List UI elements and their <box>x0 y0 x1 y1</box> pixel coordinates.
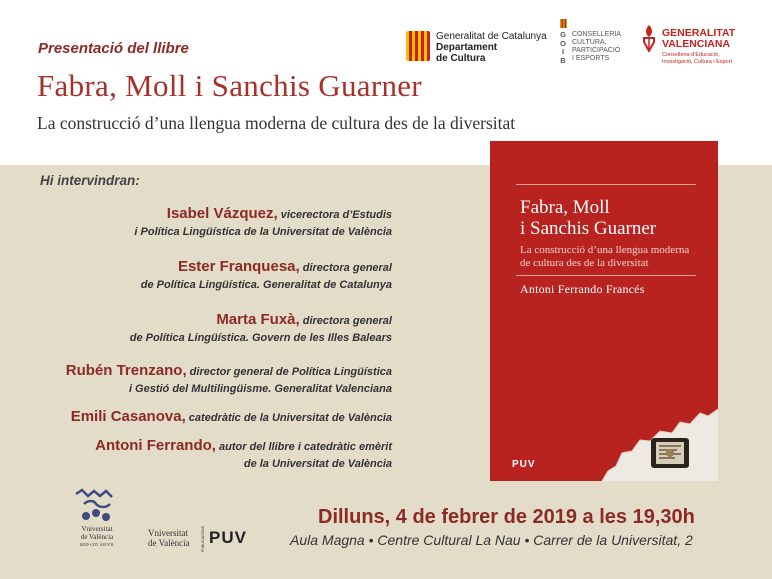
book-subtitle: La construcció d’una llengua moderna de cultura des de la diversitat <box>520 244 690 269</box>
logo-text: Departament <box>436 42 498 53</box>
puv-university-text: Vniversitat de València <box>148 528 190 548</box>
generalitat-catalunya-logo <box>406 30 546 64</box>
event-date: Dilluns, 4 de febrer de 2019 a les 19,30h <box>318 506 695 528</box>
balearic-flag-icon <box>560 19 567 28</box>
book-cover <box>490 141 718 481</box>
puv-side-text: PUBLICACIONS <box>201 525 205 552</box>
book-publisher: PUV <box>512 459 536 470</box>
goib-logo <box>556 17 632 77</box>
speaker-item: Isabel Vázquez, vicerectora d’Estudis i Política Lingüística de la Universitat de València <box>134 205 392 238</box>
speaker-item: Antoni Ferrando, autor del llibre i catedràtic emèrit de la Universitat de València <box>95 437 392 470</box>
uv-name: Vniversitat de València <box>80 525 114 541</box>
gva-dept: Conselleria d’Educació, Investigació, Cultura i Esport <box>662 52 733 65</box>
gva-name: GENERALITAT VALENCIANA <box>662 27 736 50</box>
uv-emblem-icon <box>66 486 128 526</box>
speaker-item: Ester Franquesa, directora general de Política Lingüística. Generalitat de Catalunya <box>140 258 392 291</box>
speaker-item: Marta Fuxà, directora general de Política Lingüística. Govern de les Illes Balears <box>129 311 392 344</box>
page-subtitle: La construcció d’una llengua moderna de cultura des de la diversitat <box>37 113 516 133</box>
universitat-valencia-logo <box>66 486 136 566</box>
puv-logo <box>148 526 248 552</box>
uv-anniversary: 500+20 ANYS <box>80 542 114 547</box>
book-author: Antoni Ferrando Francés <box>520 282 645 296</box>
manuscript-illustration-icon <box>647 434 693 472</box>
book-title: Fabra, Moll i Sanchis Guarner <box>520 197 657 239</box>
logo-text: de Cultura <box>436 53 486 64</box>
page-title: Fabra, Moll i Sanchis Guarner <box>37 68 422 103</box>
torn-paper-graphic <box>490 141 718 481</box>
speakers-heading: Hi intervindran: <box>40 173 140 188</box>
speaker-item: Emili Casanova, catedràtic de la Universitat de València <box>70 408 392 425</box>
logo-text: Generalitat de Catalunya <box>436 31 547 42</box>
kicker: Presentació del llibre <box>38 40 189 57</box>
goib-vertical-text: G O I B <box>560 30 566 65</box>
event-venue: Aula Magna • Centre Cultural La Nau • Carrer de la Universitat, 2 <box>290 532 693 548</box>
senyera-icon <box>406 31 430 61</box>
speaker-item: Rubén Trenzano, director general de Política Lingüística i Gestió del Multilingüisme. Generalitat Valenciana <box>65 362 392 395</box>
gva-emblem-icon <box>642 24 656 52</box>
goib-text: CONSELLERIA CULTURA, PARTICIPACIÓ I ESPORTS <box>572 31 622 62</box>
puv-mark: PUV <box>209 528 247 547</box>
generalitat-valenciana-logo <box>640 22 770 72</box>
